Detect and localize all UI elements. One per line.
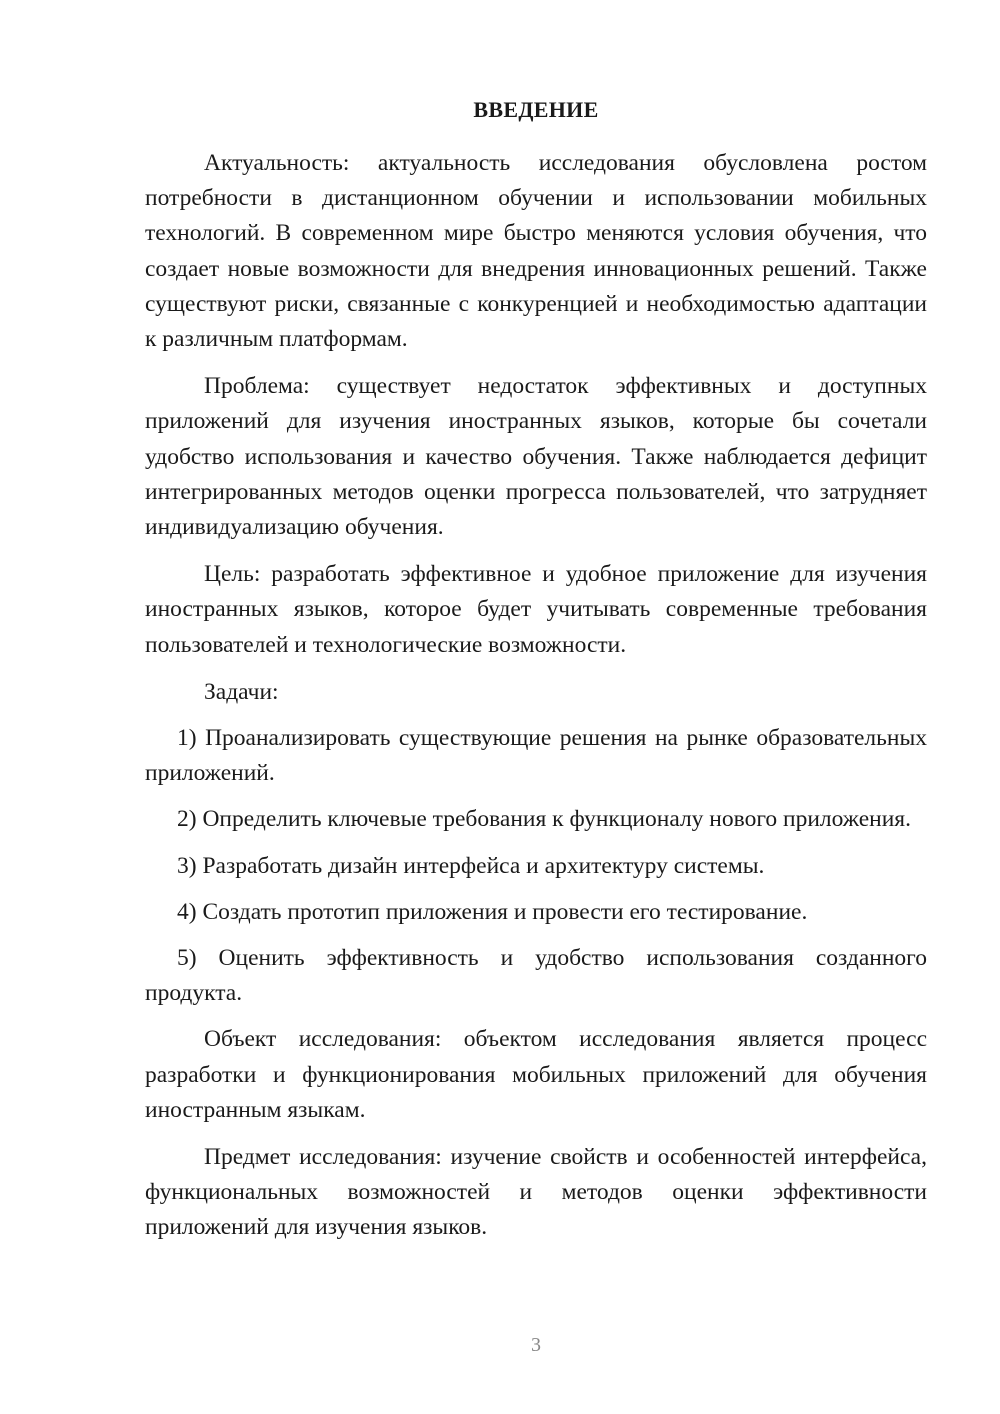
task-item-5: 5) Оценить эффективность и удобство использования созданного продукта. [145, 945, 927, 1007]
task-item-2: 2) Определить ключевые требования к функционалу нового приложения. [177, 806, 911, 833]
task-item-3: 3) Разработать дизайн интерфейса и архитектуру системы. [177, 852, 765, 879]
paragraph-subject: Предмет исследования: изучение свойств и особенностей интерфейса, функциональных возможностей и методов оценки эффективности приложений для изучения языков. [145, 1144, 927, 1241]
paragraph-object: Объект исследования: объектом исследования является процесс разработки и функционирования мобильных приложений для обучения иностранным языкам. [145, 1026, 927, 1123]
tasks-label: Задачи: [204, 678, 279, 705]
task-item-4: 4) Создать прототип приложения и провести его тестирование. [177, 898, 808, 925]
task-item-1: 1) Проанализировать существующие решения на рынке образовательных приложений. [145, 725, 927, 787]
paragraph-relevance: Актуальность: актуальность исследования обусловлена ростом потребности в дистанционном обучении и использовании мобильных технологий. В современном мире быстро меняются условия обучения, что создает новые возможности для внедрения инновационных решений. Также существуют риски, связанные с конкуренцией и необходимостью адаптации к различным платформам. [145, 150, 927, 353]
page-content [145, 96, 927, 1258]
paragraph-goal: Цель: разработать эффективное и удобное приложение для изучения иностранных языков, которое будет учитывать современные требования пользователей и технологические возможности. [145, 561, 927, 658]
section-heading: ВВЕДЕНИЕ [473, 97, 599, 122]
page-number: 3 [531, 1334, 541, 1356]
paragraph-problem: Проблема: существует недостаток эффективных и доступных приложений для изучения иностранных языков, которые бы сочетали удобство использования и качество обучения. Также наблюдается дефицит интегрированных методов оценки прогресса пользователей, что затрудняет индивидуализацию обучения. [145, 373, 927, 541]
